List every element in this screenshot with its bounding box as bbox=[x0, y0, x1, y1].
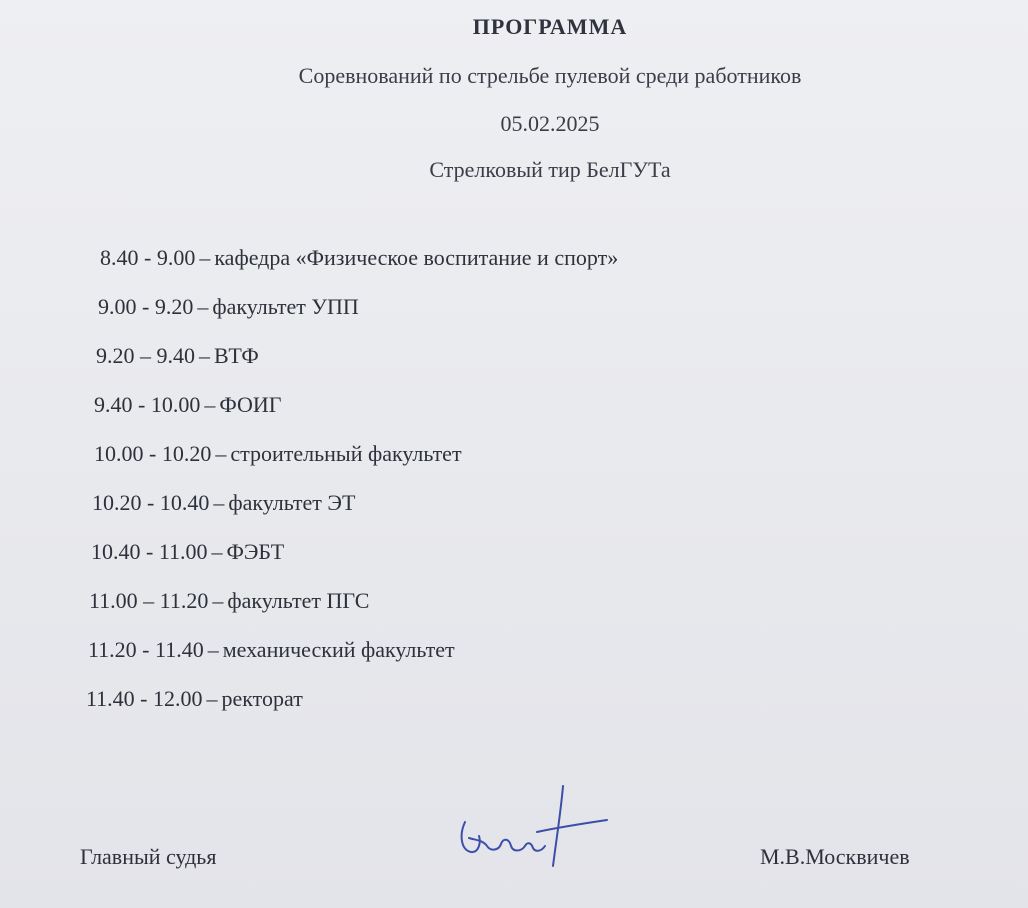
schedule-item bbox=[86, 343, 618, 392]
schedule-separator: – bbox=[213, 490, 225, 515]
schedule-separator: – bbox=[207, 637, 219, 662]
schedule-separator: – bbox=[206, 686, 218, 711]
event-date: 05.02.2025 bbox=[500, 111, 600, 136]
document-subtitle: Соревнований по стрельбе пулевой среди работников bbox=[298, 63, 802, 88]
schedule-time: 10.20 - 10.40 bbox=[92, 490, 210, 515]
schedule-separator: – bbox=[215, 441, 227, 466]
schedule-group: ректорат bbox=[221, 686, 303, 711]
schedule-time: 10.00 - 10.20 bbox=[94, 441, 212, 466]
signature-icon bbox=[445, 780, 615, 870]
schedule-time: 10.40 - 11.00 bbox=[91, 539, 208, 564]
schedule-time: 9.00 - 9.20 bbox=[98, 294, 194, 319]
chief-judge-label: Главный судья bbox=[80, 844, 217, 869]
schedule-item bbox=[86, 686, 618, 735]
schedule-group: факультет УПП bbox=[212, 294, 359, 319]
schedule-list bbox=[86, 245, 618, 735]
schedule-item bbox=[86, 294, 618, 343]
schedule-item bbox=[86, 441, 618, 490]
schedule-group: факультет ПГС bbox=[227, 588, 370, 613]
schedule-time: 11.20 - 11.40 bbox=[88, 637, 204, 662]
schedule-item bbox=[86, 490, 618, 539]
schedule-item bbox=[86, 588, 618, 637]
schedule-group: факультет ЭТ bbox=[228, 490, 356, 515]
schedule-separator: – bbox=[212, 588, 224, 613]
schedule-group: механический факультет bbox=[222, 637, 455, 662]
document-title: ПРОГРАММА bbox=[472, 14, 628, 39]
event-venue: Стрелковый тир БелГУТа bbox=[429, 157, 671, 182]
schedule-group: ФЭБТ bbox=[226, 539, 285, 564]
schedule-separator: – bbox=[204, 392, 216, 417]
schedule-separator: – bbox=[197, 294, 209, 319]
chief-judge-name: М.В.Москвичев bbox=[760, 844, 910, 869]
schedule-separator: – bbox=[199, 343, 210, 368]
schedule-separator: – bbox=[211, 539, 223, 564]
schedule-time: 9.40 - 10.00 bbox=[94, 392, 201, 417]
schedule-group: строительный факультет bbox=[230, 441, 462, 466]
schedule-group: ФОИГ bbox=[219, 392, 282, 417]
signature-stroke bbox=[537, 786, 607, 866]
signature-stroke bbox=[462, 822, 545, 852]
schedule-time: 8.40 - 9.00 bbox=[100, 245, 196, 270]
schedule-time: 9.20 – 9.40 bbox=[96, 343, 195, 368]
schedule-group: ВТФ bbox=[214, 343, 259, 368]
schedule-time: 11.40 - 12.00 bbox=[86, 686, 203, 711]
schedule-item bbox=[86, 245, 618, 294]
schedule-item bbox=[86, 392, 618, 441]
schedule-time: 11.00 – 11.20 bbox=[89, 588, 209, 613]
schedule-item bbox=[86, 539, 618, 588]
schedule-group: кафедра «Физическое воспитание и спорт» bbox=[214, 245, 619, 270]
schedule-item bbox=[86, 637, 618, 686]
schedule-separator: – bbox=[199, 245, 211, 270]
